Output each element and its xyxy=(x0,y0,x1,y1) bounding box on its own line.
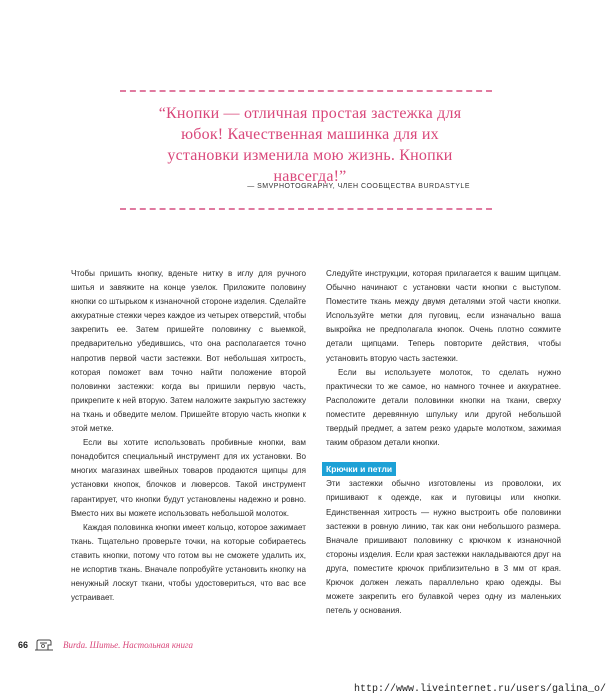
paragraph: Чтобы пришить кнопку, вденьте нитку в иглу для ручного шитья и завяжите на конце узелок. Приложите половину кнопки со штырьком к изнаночной стороне изделия. Сделайте аккуратные стежки через каждое из четырех отверстий, чтобы закрепить ее. Затем пришейте половинку с выемкой, предварительно убедившись, что она располагается точно напротив первой части застежки. Вот небольшая хитрость, которая поможет вам точно найти положение второй половинки застежки: когда вы пришили первую часть, прикрепите к ней вторую. Затем наложите закрытую застежку на ткань и обведите мелом. Пришейте вторую часть кнопки к этой метке. xyxy=(71,269,307,434)
paragraph: Если вы хотите использовать пробивные кнопки, вам понадобится специальный инструмент для их установки. Во многих магазинах швейных товаров продаются щипцы для установки кнопок, блочков и люверсов. Такой инструмент гарантирует, что кнопки будут установлены надежно и ровно. Вместо них вы можете использовать небольшой молоток. xyxy=(71,438,306,518)
paragraph: Если вы используете молоток, то сделать нужно практически то же самое, но намного точнее и аккуратнее. Расположите детали половинки кнопки на ткани, сверху поместите деревянную шпульку или другой небольшой твердый предмет, а затем резко ударьте молотком, зажимая таким образом детали кнопки. xyxy=(326,367,561,448)
left-column xyxy=(71,267,306,605)
quote-bottom-divider xyxy=(120,208,492,210)
paragraph: Эти застежки обычно изготовлены из проволоки, их пришивают к одежде, как и пуговицы или кнопки. Единственная хитрость — нужно выстроить обе половинки застежки в ровную линию, так как они небольшого размера. Вначале пришивают половинку с крючком к изнаночной стороны изделия. Если края застежки накладываются друг на друга, поместите крючок приблизительно в 3 мм от края. Крючок должен лежать параллельно краю одежды. Вы можете закрепить его булавкой через одну из маленьких петель у основания. xyxy=(326,479,561,616)
quote-attribution: — SMVPHOTOGRAPHY, ЧЛЕН СООБЩЕСТВА BURDASTYLE xyxy=(247,183,470,190)
page-number: 66 xyxy=(18,640,29,650)
right-column xyxy=(326,267,561,618)
quote-top-divider xyxy=(120,90,492,92)
paragraph: Каждая половинка кнопки имеет кольцо, которое зажимает ткань. Тщательно проверьте точки, на которые собираетесь ставить кнопки, потому что готом вы не сможете удалить их, не испортив ткань. Вначале попробуйте установить кнопку на ненужный лоскут ткани, чтобы удостовериться, что вас все устраивает. xyxy=(71,522,306,603)
paragraph: Следуйте инструкции, которая прилагается к вашим щипцам. Обычно начинают с установки части кнопки с выступом. Поместите ткань между двумя деталями этой части кнопки. Используйте метки для пуговиц, если изначально ваша выкройка не предполагала кнопок. Очень плотно сожмите детали щипцами. Теперь повторите действия, чтобы установить вторую часть застежки. xyxy=(326,269,561,363)
sewing-machine-icon xyxy=(33,638,55,657)
book-title: Burda. Шитье. Настольная книга xyxy=(63,640,194,650)
watermark-url: http://www.liveinternet.ru/users/galina_o/ xyxy=(353,684,606,695)
pull-quote: “Кнопки — отличная простая застежка для юбок! Качественная машинка для их установки изменила мою жизнь. Кнопки навсегда!” xyxy=(158,105,462,185)
section-subheading: Крючки и петли xyxy=(322,462,396,476)
